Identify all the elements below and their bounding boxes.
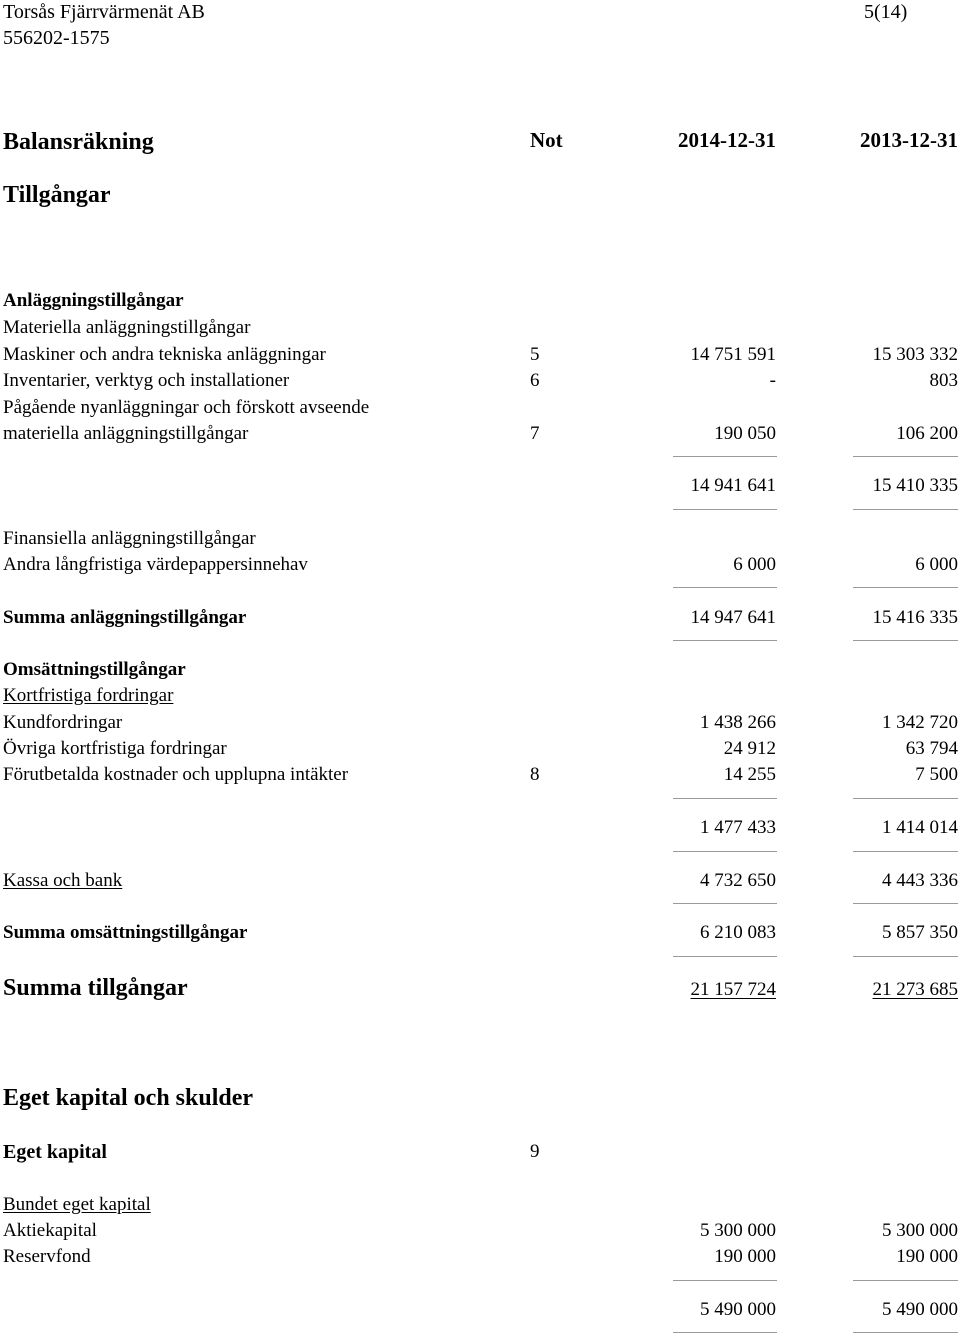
row-value-2014: 4 732 650 — [700, 870, 776, 891]
column-note-header: Not — [530, 128, 563, 152]
divider — [853, 587, 958, 588]
total-value-2013: 21 273 685 — [872, 979, 958, 1000]
subtotal-value-2013: 1 414 014 — [882, 817, 958, 838]
row-value-2014: - — [769, 370, 776, 391]
row-label: Aktiekapital — [3, 1220, 97, 1241]
divider — [673, 587, 777, 588]
divider — [853, 456, 958, 457]
org-number: 556202-1575 — [3, 27, 110, 49]
row-value-2013: 63 794 — [905, 738, 958, 759]
sum-label: Summa anläggningstillgångar — [3, 607, 247, 628]
row-value-2014: 5 300 000 — [700, 1220, 776, 1241]
equity-heading: Eget kapital — [3, 1141, 107, 1163]
divider — [673, 798, 777, 799]
row-note: 8 — [530, 764, 540, 785]
subtotal-value-2013: 15 410 335 — [872, 475, 958, 496]
row-value-2013: 106 200 — [896, 423, 958, 444]
total-value-2014: 21 157 724 — [690, 979, 776, 1000]
row-value-2014: 190 050 — [714, 423, 776, 444]
subtotal-value-2013: 5 490 000 — [882, 1299, 958, 1320]
tangible-assets-heading: Materiella anläggningstillgångar — [3, 317, 251, 338]
divider — [673, 509, 777, 510]
subtotal-value-2014: 1 477 433 — [700, 817, 776, 838]
row-value-2013: 4 443 336 — [882, 870, 958, 891]
divider — [853, 956, 958, 957]
row-label: Kundfordringar — [3, 712, 123, 733]
sum-value-2013: 5 857 350 — [882, 922, 958, 943]
divider — [673, 903, 777, 904]
divider — [673, 640, 777, 641]
divider — [853, 851, 958, 852]
current-assets-heading: Omsättningstillgångar — [3, 659, 186, 680]
column-year1-header: 2014-12-31 — [678, 128, 776, 152]
row-value-2013: 5 300 000 — [882, 1220, 958, 1241]
divider — [673, 1280, 777, 1281]
row-note: 5 — [530, 344, 540, 365]
receivables-heading: Kortfristiga fordringar — [3, 685, 174, 706]
row-value-2014: 14 255 — [723, 764, 776, 785]
page-title: Balansräkning — [3, 129, 154, 155]
row-label: Övriga kortfristiga fordringar — [3, 738, 227, 759]
equity-liabilities-heading: Eget kapital och skulder — [3, 1085, 254, 1111]
row-value-2013: 7 500 — [915, 764, 958, 785]
divider — [673, 851, 777, 852]
divider — [853, 1332, 958, 1333]
sum-label: Summa omsättningstillgångar — [3, 922, 248, 943]
fixed-assets-heading: Anläggningstillgångar — [3, 290, 184, 311]
row-value-2013: 803 — [929, 370, 958, 391]
assets-heading: Tillgångar — [3, 182, 111, 208]
subtotal-value-2014: 14 941 641 — [690, 475, 776, 496]
row-value-2014: 24 912 — [723, 738, 776, 759]
divider — [853, 640, 958, 641]
row-value-2013: 1 342 720 — [882, 712, 958, 733]
divider — [853, 798, 958, 799]
row-value-2014: 190 000 — [714, 1246, 776, 1267]
restricted-equity-heading: Bundet eget kapital — [3, 1194, 151, 1215]
row-value-2013: 15 303 332 — [872, 344, 958, 365]
column-year2-header: 2013-12-31 — [860, 128, 958, 152]
company-name: Torsås Fjärrvärmenät AB — [3, 1, 205, 23]
row-label: Maskiner och andra tekniska anläggningar — [3, 344, 326, 365]
row-value-2014: 6 000 — [733, 554, 776, 575]
sum-value-2014: 6 210 083 — [700, 922, 776, 943]
row-value-2014: 1 438 266 — [700, 712, 776, 733]
sum-value-2014: 14 947 641 — [690, 607, 776, 628]
divider — [673, 456, 777, 457]
page-number: 5(14) — [864, 1, 908, 23]
divider — [673, 956, 777, 957]
row-label: Pågående nyanläggningar och förskott avseende — [3, 397, 370, 418]
equity-note: 9 — [530, 1141, 540, 1162]
financial-assets-heading: Finansiella anläggningstillgångar — [3, 528, 256, 549]
row-label: Andra långfristiga värdepappersinnehav — [3, 554, 308, 575]
subtotal-value-2014: 5 490 000 — [700, 1299, 776, 1320]
divider — [853, 903, 958, 904]
row-label: Reservfond — [3, 1246, 91, 1267]
row-note: 7 — [530, 423, 540, 444]
divider — [853, 1280, 958, 1281]
divider — [853, 509, 958, 510]
divider — [673, 1332, 777, 1333]
row-value-2013: 190 000 — [896, 1246, 958, 1267]
row-label: Inventarier, verktyg och installationer — [3, 370, 290, 391]
sum-value-2013: 15 416 335 — [872, 607, 958, 628]
row-value-2013: 6 000 — [915, 554, 958, 575]
row-label-continued: materiella anläggningstillgångar — [3, 423, 249, 444]
row-label: Kassa och bank — [3, 870, 123, 891]
total-label: Summa tillgångar — [3, 975, 188, 1001]
row-note: 6 — [530, 370, 540, 391]
row-label: Förutbetalda kostnader och upplupna intäkter — [3, 764, 349, 785]
row-value-2014: 14 751 591 — [690, 344, 776, 365]
